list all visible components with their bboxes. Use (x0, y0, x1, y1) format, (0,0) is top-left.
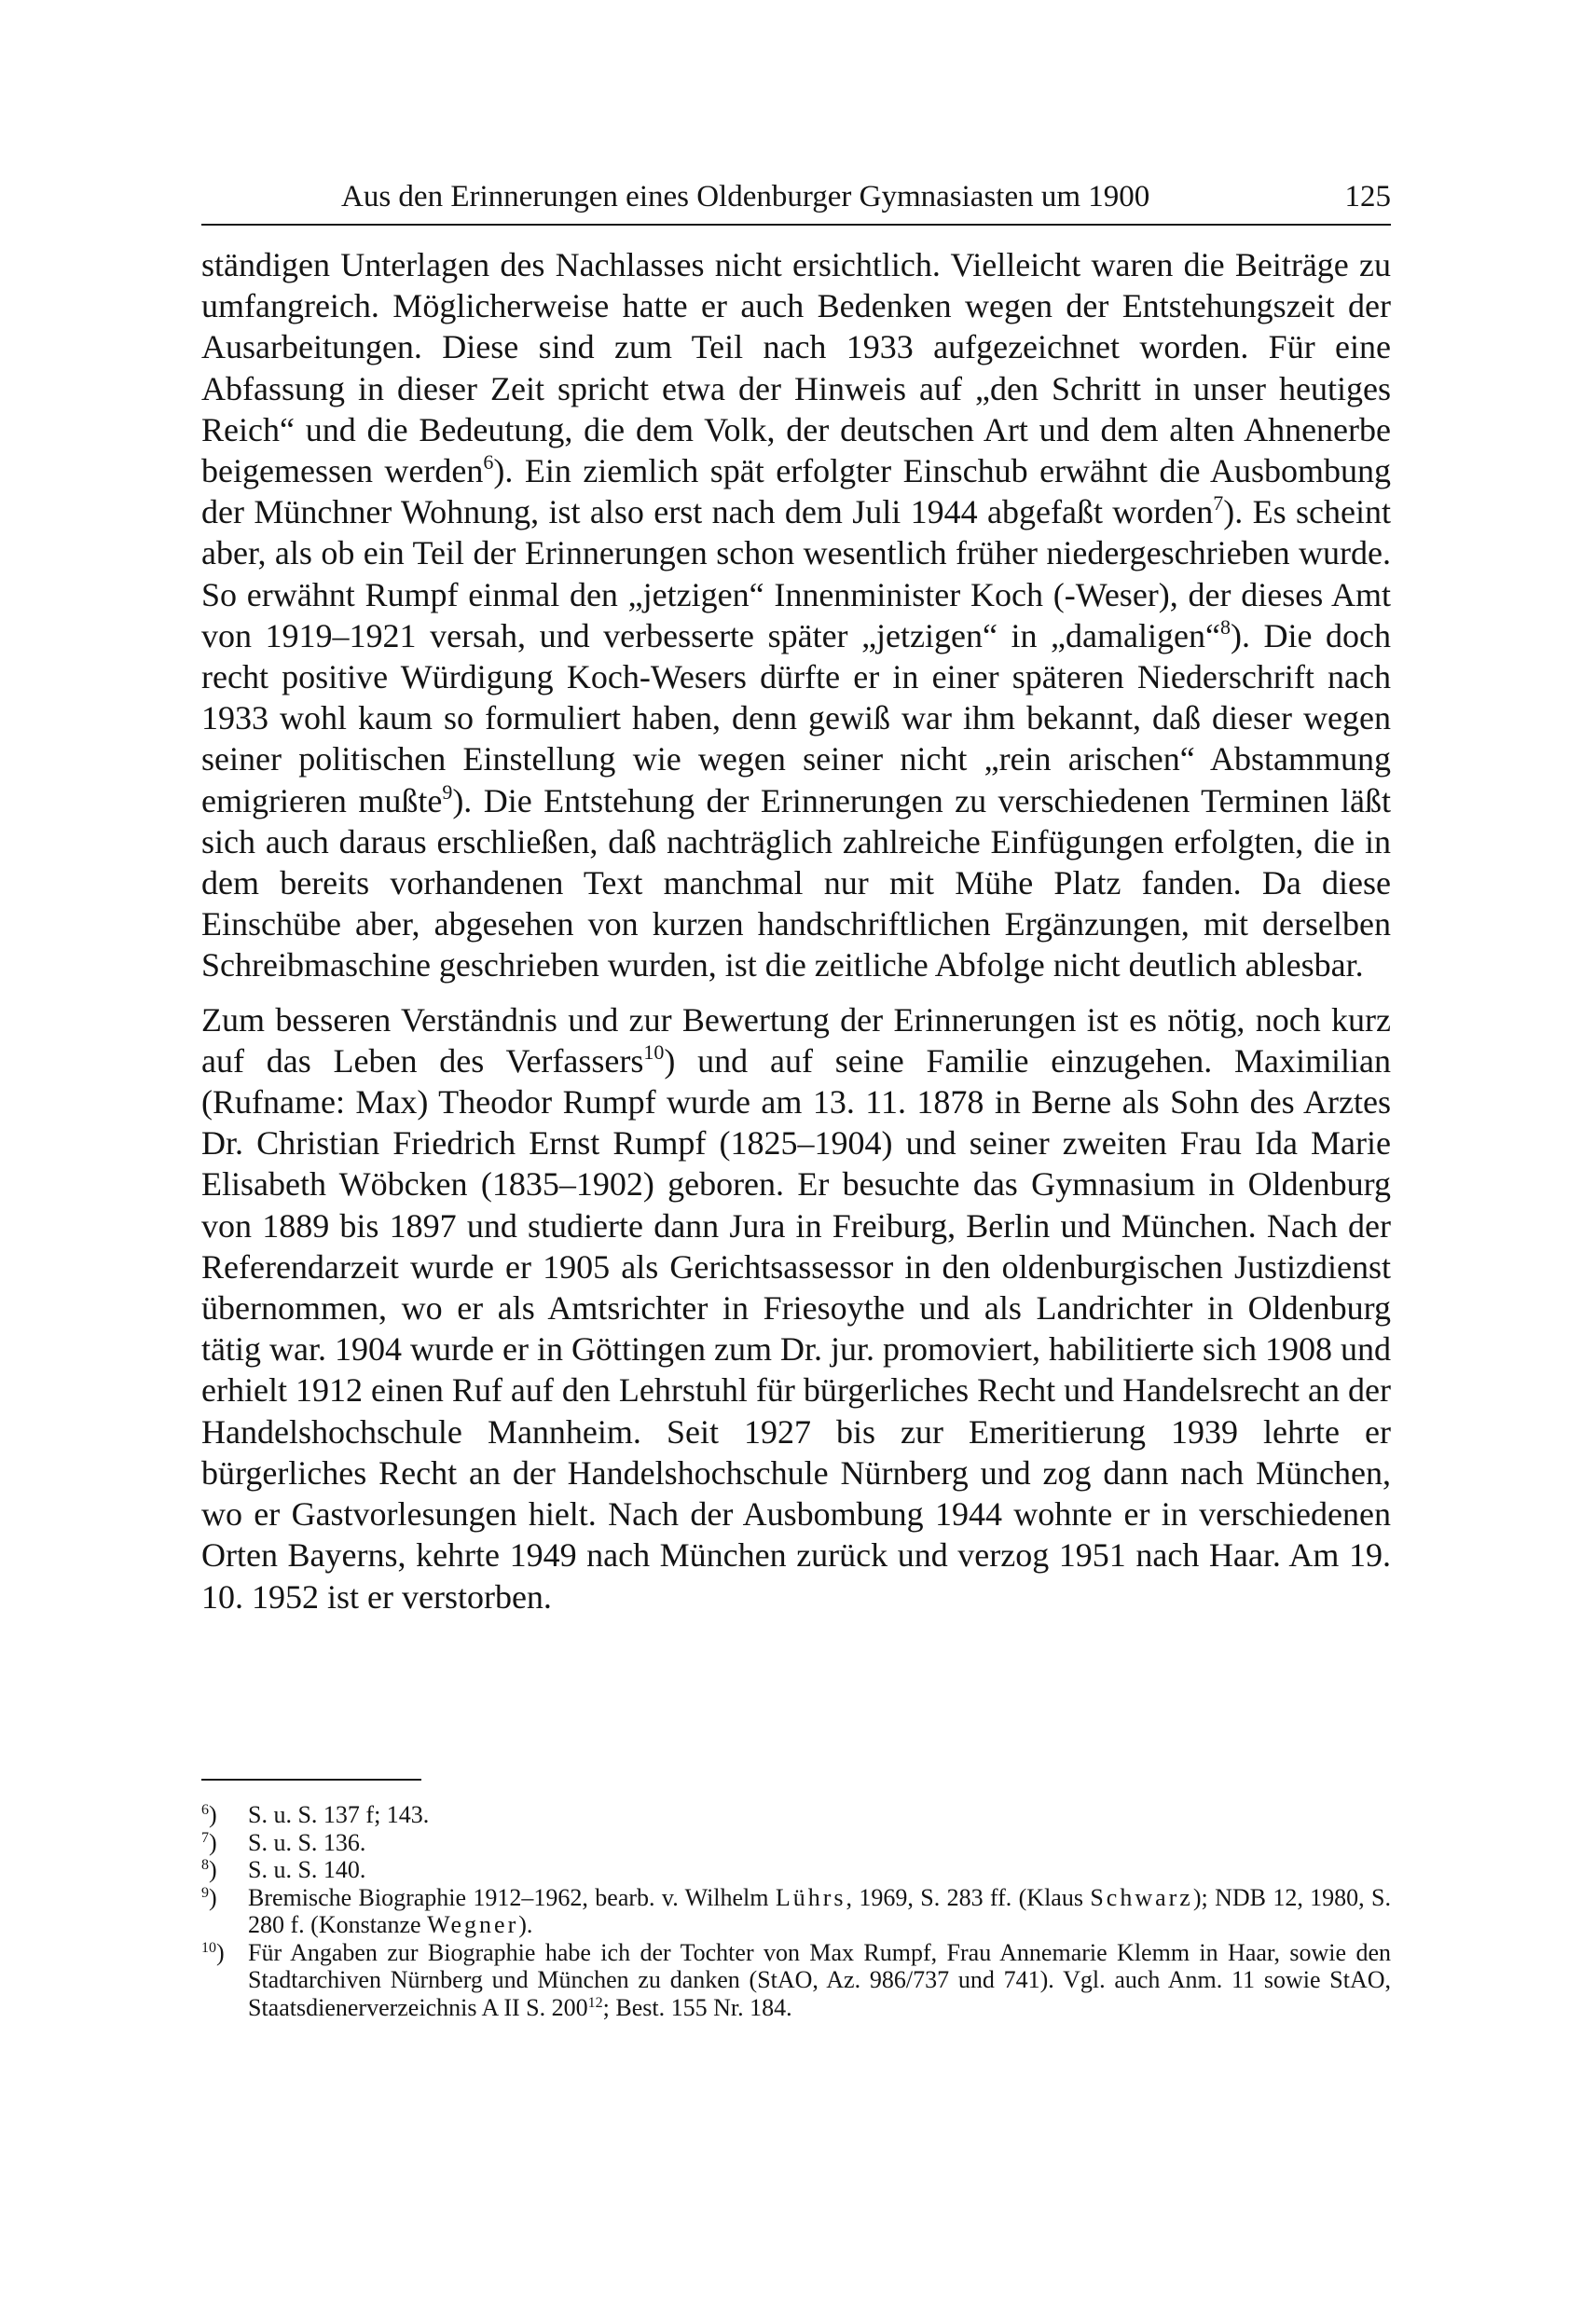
footnote-ref-7: 7 (1213, 491, 1224, 516)
footnote-text-c: ); NDB 12, 1980, S. 280 f. (Konstanze (248, 1883, 1391, 1938)
footnote-text: S. u. S. 137 f; 143. (248, 1801, 430, 1828)
footnote-number: 8 (201, 1857, 209, 1873)
footnote-mark: $^7$) (201, 1828, 217, 1856)
running-title: Aus den Erinnerungen eines Oldenburger Gymnasiasten um 1900 (341, 180, 1150, 213)
footnote-ref-10: 10 (643, 1039, 665, 1064)
footnote-superscript: 12 (587, 1994, 603, 2011)
footnote-mark: $^{10}$) (201, 1938, 225, 1966)
footnote-number: 7 (201, 1829, 209, 1846)
footnote-text: S. u. S. 140. (248, 1856, 366, 1883)
header-rule (201, 224, 1391, 226)
page-number: 125 (1344, 180, 1391, 213)
paragraph-2-text-2: ) und auf seine Familie einzugehen. Maximilian (Rufname: Max) Theodor Rumpf wurde am 13. 11. 1878 in Berne als Sohn des Arztes Dr. Christian Friedrich Ernst Rumpf (1825–1904) und seiner zweiten Frau Ida Marie Elisabeth Wöbcken (1835–1902) geboren. Er besuchte das Gymnasium in Oldenburg von 1889 bis 1897 und studierte dann Jura in Freiburg, Berlin und München. Nach der Referendarzeit wurde er 1905 als Gerichtsassessor in den oldenburgischen Justizdienst übernommen, wo er als Amtsrichter in Friesoythe und als Landrichter in Oldenburg tätig war. 1904 wurde er in Göttingen zum Dr. jur. promoviert, habilitierte sich 1908 und erhielt 1912 einen Ruf auf den Lehrstuhl für bürgerliches Recht und Handelsrecht an der Handelshochschule Mannheim. Seit 1927 bis zur Emeritierung 1939 lehrte er bürgerliches Recht an der Handelshochschule Nürnberg und zog dann nach München, wo er Gastvorlesungen hielt. Nach der Ausbombung 1944 wohnte er in verschiedenen Orten Bayerns, kehrte 1949 nach München zurück und verzog 1951 nach Haar. Am 19. 10. 1952 ist er verstorben. (201, 1041, 1391, 1616)
paragraph-1 (201, 244, 1391, 986)
paragraph-1-text-2: ). Ein ziemlich spät erfolgter Einschub erwähnt die Ausbombung der Münchner Wohnung, ist also erst nach dem Juli 1944 abgefaßt worden (201, 452, 1391, 531)
footnotes (201, 1801, 1391, 2021)
footnote-text-a: Für Angaben zur Biographie habe ich der Tochter von Max Rumpf, Frau Annemarie Klemm in Haar, sowie den Stadtarchiven Nürnberg und München zu danken (StAO, Az. 986/737 und 741). Vgl. auch Anm. 11 sowie StAO, Staatsdienerverzeichnis A II S. 200 (248, 1938, 1391, 2021)
footnote-ref-8: 8 (1219, 614, 1231, 639)
footnote-6 (201, 1801, 1391, 1829)
footnote-number: 9 (201, 1884, 209, 1901)
footnote-9 (201, 1884, 1391, 1939)
footnote-mark: $^9$) (201, 1883, 217, 1911)
footnote-8 (201, 1856, 1391, 1884)
footnote-text: S. u. S. 136. (248, 1828, 366, 1856)
paragraph-1-text-3: ). Es scheint aber, als ob ein Teil der Erinnerungen schon wesentlich früher niedergeschrieben wurde. So erwähnt Rumpf einmal den „jetzigen“ Innenminister Koch (-Weser), der dieses Amt von 1919–1921 versah, und verbesserte später „jetzigen“ in „damaligen“ (201, 493, 1391, 654)
author-name-wegner: Wegner (427, 1911, 519, 1938)
paragraph-2 (201, 999, 1391, 1617)
footnote-ref-6: 6 (483, 450, 494, 475)
footnote-text-a: Bremische Biographie 1912–1962, bearb. v. Wilhelm (248, 1883, 776, 1911)
footnote-rule (201, 1779, 421, 1781)
footnote-text-b: ; Best. 155 Nr. 184. (602, 1993, 792, 2021)
running-head (201, 173, 1391, 220)
paragraph-1-text-4: ). Die doch recht positive Würdigung Koch-Wesers dürfte er in einer späteren Niederschrift nach 1933 wohl kaum so formuliert haben, denn gewiß war ihm bekannt, daß dieser wegen seiner politischen Einstellung wie wegen seiner nicht „rein arischen“ Abstammung emigrieren mußte (201, 616, 1391, 819)
footnote-text-b: , 1969, S. 283 ff. (Klaus (846, 1883, 1091, 1911)
author-name-schwarz: Schwarz (1090, 1883, 1193, 1911)
footnote-ref-9: 9 (442, 779, 453, 804)
footnote-10 (201, 1939, 1391, 2022)
author-name-luehrs: Lührs (775, 1883, 846, 1911)
footnote-number: 10 (201, 1939, 216, 1956)
paragraph-2-text-1: Zum besseren Verständnis und zur Bewertung der Erinnerungen ist es nötig, noch kurz auf das Leben des Verfassers (201, 1000, 1391, 1080)
footnote-mark: $^6$) (201, 1801, 217, 1828)
footnote-mark: $^8$) (201, 1856, 217, 1883)
footnote-number: 6 (201, 1802, 209, 1818)
paragraph-1-text-5: ). Die Entstehung der Erinnerungen zu verschiedenen Terminen läßt sich auch daraus erschließen, daß nachträglich zahlreiche Einfügungen erfolgten, die in dem bereits vorhandenen Text manchmal nur mit Mühe Platz fanden. Da diese Einschübe aber, abgesehen von kurzen handschriftlichen Ergänzungen, mit derselben Schreibmaschine geschrieben wurden, ist die zeitliche Abfolge nicht deutlich ablesbar. (201, 781, 1391, 984)
body-text (201, 244, 1391, 1617)
paragraph-1-text-1: ständigen Unterlagen des Nachlasses nicht ersichtlich. Vielleicht waren die Beiträge zu umfangreich. Möglicherweise hatte er auch Bedenken wegen der Entstehungszeit der Ausarbeitungen. Diese sind zum Teil nach 1933 aufgezeichnet worden. Für eine Abfassung in dieser Zeit spricht etwa der Hinweis auf „den Schritt in unser heutiges Reich“ und die Bedeutung, die dem Volk, der deutschen Art und dem alten Ahnenerbe beigemessen werden (201, 246, 1391, 490)
footnote-text-d: ). (518, 1911, 533, 1938)
footnote-7 (201, 1829, 1391, 1857)
